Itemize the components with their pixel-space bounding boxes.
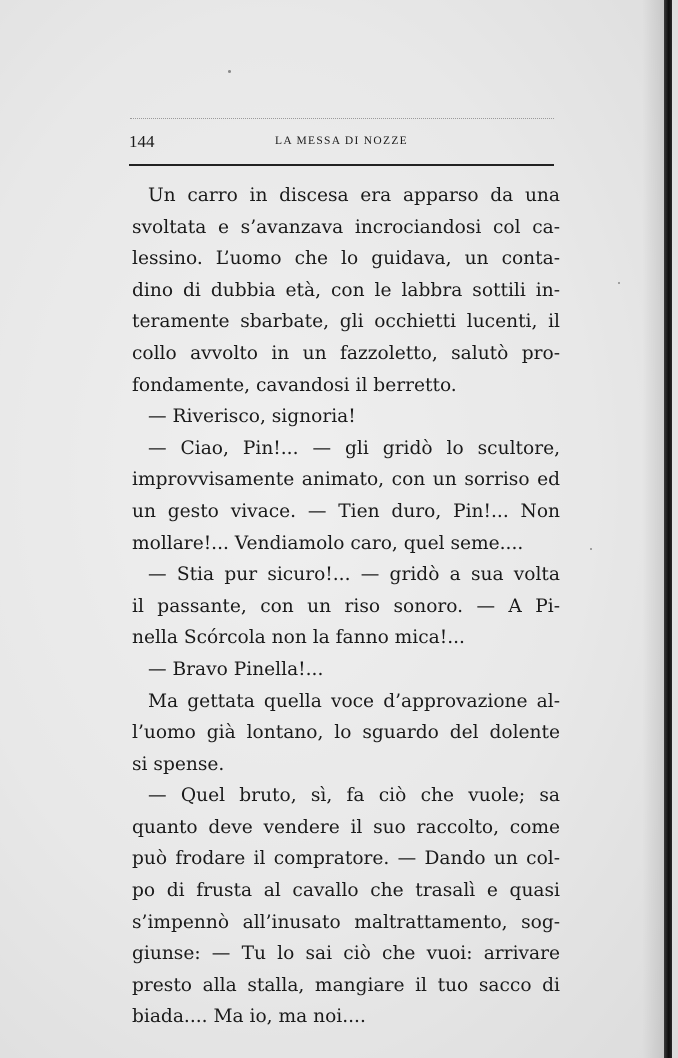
paper-speck: [618, 282, 620, 284]
text-line: un gesto vivace. — Tien duro, Pin!... Non: [132, 500, 560, 522]
text-line: lessino. L’uomo che lo guidava, un conta-: [132, 248, 560, 270]
text-line: — Riverisco, signoria!: [148, 406, 356, 428]
text-line: giunse: — Tu lo sai ciò che vuoi: arrivare: [132, 943, 560, 965]
paper-speck: [590, 548, 592, 550]
running-title: LA MESSA DI NOZZE: [275, 135, 408, 147]
book-spine: [664, 0, 672, 1058]
text-line: teramente sbarbate, gli occhietti lucenti, il: [132, 311, 560, 333]
text-line: dino di dubbia età, con le labbra sottili in-: [132, 279, 560, 301]
text-line: — Bravo Pinella!...: [148, 658, 324, 680]
text-line: collo avvolto in un fazzoletto, salutò pro-: [132, 342, 560, 364]
text-line: — Stia pur sicuro!... — gridò a sua volta: [148, 564, 560, 586]
text-line: svoltata e s’avanzava incrociandosi col ca-: [132, 216, 560, 238]
spine-shadow: [642, 0, 664, 1058]
text-line: — Ciao, Pin!... — gli gridò lo scultore,: [148, 437, 560, 459]
text-line: nella Scórcola non la fanno mica!...: [132, 627, 465, 649]
text-line: presto alla stalla, mangiare il tuo sacco di: [132, 974, 560, 996]
text-line: po di frusta al cavallo che trasalì e quasi: [132, 880, 560, 902]
text-line: improvvisamente animato, con un sorriso ed: [132, 469, 560, 491]
body-text: [132, 180, 560, 1033]
top-dotted-rule: [130, 118, 554, 120]
text-line: — Quel bruto, sì, fa ciò che vuole; sa: [148, 785, 560, 807]
text-line: si spense.: [132, 753, 225, 775]
page-number: 144: [129, 132, 155, 151]
page-header: [129, 130, 554, 156]
text-line: quanto deve vendere il suo raccolto, come: [132, 816, 560, 838]
text-line: fondamente, cavandosi il berretto.: [132, 374, 457, 396]
paper-speck: [228, 70, 231, 73]
text-line: il passante, con un riso sonoro. — A Pi-: [132, 595, 560, 617]
text-line: può frodare il compratore. — Dando un col-: [132, 848, 560, 870]
text-line: Un carro in discesa era apparso da una: [148, 185, 560, 206]
text-line: Ma gettata quella voce d’approvazione al-: [148, 690, 560, 712]
text-line: mollare!... Vendiamolo caro, quel seme....: [132, 532, 524, 554]
text-line: biada.... Ma io, ma noi....: [132, 1006, 366, 1028]
text-line: s’impennò all’inusato maltrattamento, sog-: [132, 911, 560, 933]
text-line: l’uomo già lontano, lo sguardo del dolente: [132, 722, 560, 744]
header-rule: [129, 164, 554, 166]
